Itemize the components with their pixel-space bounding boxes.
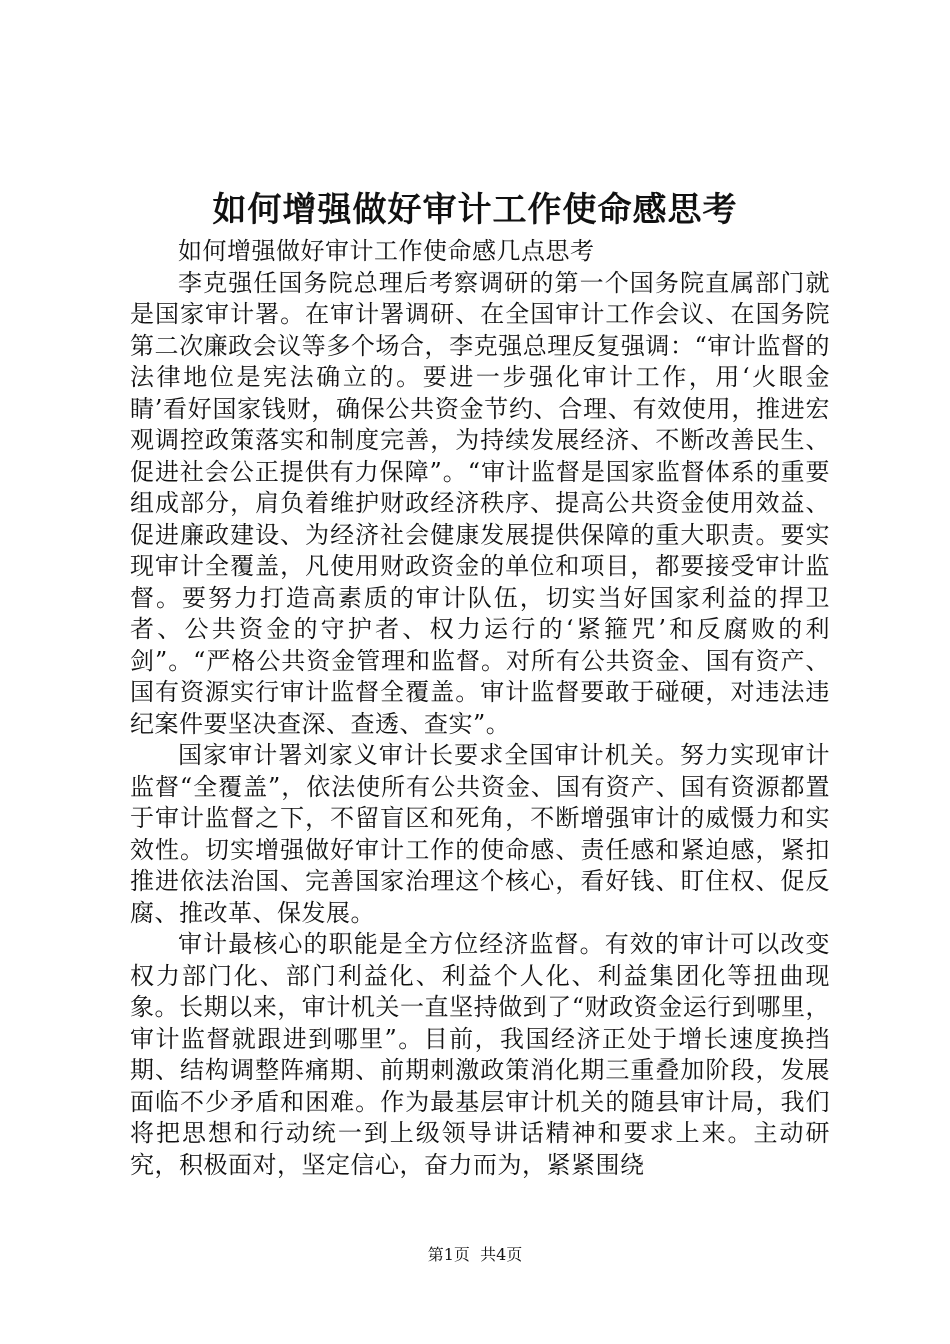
body-paragraph: 李克强任国务院总理后考察调研的第一个国务院直属部门就是国家审计署。在审计署调研、在全国审计工作会议、在国务院第二次廉政会议等多个场合，李克强总理反复强调：“审计监督的法律地位是宪法确立的。要进一步强化审计工作，用‘火眼金睛’看好国家钱财，确保公共资金节约、合理、有效使用，推进宏观调控政策落实和制度完善，为持续发展经济、不断改善民生、促进社会公正提供有力保障”。“审计监督是国家监督体系的重要组成部分，肩负着维护财政经济秩序、提高公共资金使用效益、促进廉政建设、为经济社会健康发展提供保障的重大职责。要实现审计全覆盖，凡使用财政资金的单位和项目，都要接受审计监督。要努力打造高素质的审计队伍，切实当好国家利益的捍卫者、公共资金的守护者、权力运行的‘紧箍咒’和反腐败的利剑”。“严格公共资金管理和监督。对所有公共资金、国有资产、国有资源实行审计监督全覆盖。审计监督要敢于碰硬，对违法违纪案件要坚决查深、查透、查实”。 — [130, 268, 830, 738]
page-footer — [0, 1244, 950, 1266]
document-title: 如何增强做好审计工作使命感思考 — [212, 190, 738, 230]
page-number: 第1页 共4页 — [427, 1245, 523, 1264]
body-paragraph: 审计最核心的职能是全方位经济监督。有效的审计可以改变权力部门化、部门利益化、利益个人化、利益集团化等扭曲现象。长期以来，审计机关一直坚持做到了“财政资金运行到哪里，审计监督就跟进到哪里”。目前，我国经济正处于增长速度换挡期、结构调整阵痛期、前期刺激政策消化期三重叠加阶段，发展面临不少矛盾和困难。作为最基层审计机关的随县审计局，我们将把思想和行动统一到上级领导讲话精神和要求上来。主动研究，积极面对，坚定信心，奋力而为，紧紧围绕 — [130, 930, 830, 1179]
document-body — [130, 236, 830, 1181]
subtitle-paragraph: 如何增强做好审计工作使命感几点思考 — [178, 237, 595, 265]
body-paragraph: 国家审计署刘家义审计长要求全国审计机关。努力实现审计监督“全覆盖”，依法使所有公共资金、国有资产、国有资源都置于审计监督之下，不留盲区和死角，不断增强审计的威慑力和实效性。切实增强做好审计工作的使命感、责任感和紧迫感，紧扣推进依法治国、完善国家治理这个核心，看好钱、盯住权、促反腐、推改革、保发展。 — [130, 741, 830, 927]
